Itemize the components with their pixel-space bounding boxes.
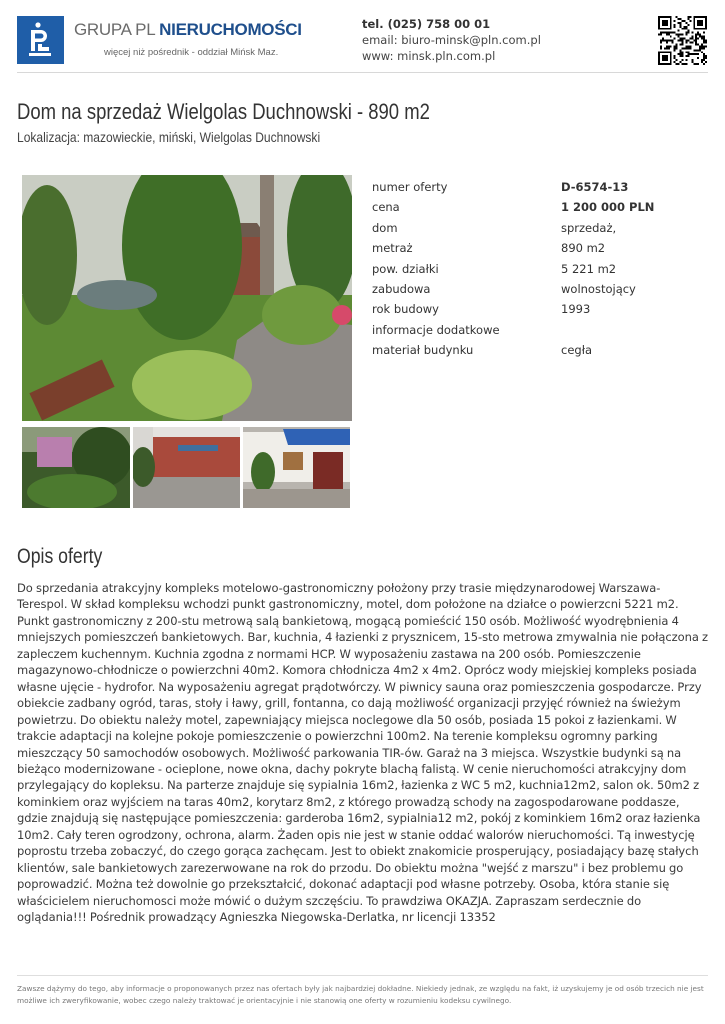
brand-prefix: GRUPA PL [74, 20, 160, 39]
property-details [372, 176, 712, 360]
property-label: zabudowa [372, 281, 431, 296]
thumbnail-photo[interactable] [22, 427, 130, 508]
property-row [372, 237, 712, 257]
property-row [372, 339, 712, 359]
property-label: informacje dodatkowe [372, 322, 500, 337]
footer-divider [17, 975, 708, 976]
property-value: wolnostojący [561, 281, 636, 296]
property-row [372, 217, 712, 237]
property-label: metraż [372, 241, 413, 256]
qr-code-icon [658, 16, 707, 65]
property-label: numer oferty [372, 180, 448, 194]
brand-tagline: więcej niż pośrednik - oddział Mińsk Maz. [104, 47, 279, 58]
property-label: dom [372, 220, 398, 235]
property-value: sprzedaż, [561, 220, 617, 235]
header-divider [17, 72, 708, 73]
contact-phone[interactable]: tel. (025) 758 00 01 [362, 17, 491, 31]
property-value: 5 221 m2 [561, 261, 617, 276]
property-value: cegła [561, 343, 593, 358]
property-label: cena [372, 200, 400, 215]
thumbnail-photo[interactable] [243, 427, 350, 508]
contact-email[interactable]: email: biuro-minsk@pln.com.pl [362, 33, 541, 47]
property-value: 1993 [561, 302, 591, 317]
listing-location: Lokalizacja: mazowieckie, miński, Wielgolas Duchnowski [17, 129, 321, 145]
property-row [372, 278, 712, 298]
property-row [372, 298, 712, 318]
description-text: Do sprzedania atrakcyjny kompleks motelowo-gastronomiczny położony przy trasie międzynarodowej Warszawa-Terespol. W skład kompleksu wchodzi punkt gastronomiczny, motel, dom położone na działce o powierzcni 5221 m2. Punkt gastronomiczny z 200-stu metrową salą bankietową, mogącą pomieścić 150 osób. Możliwość wyodrębnienia 4 mniejszych pomieszczeń bankietowych. Bar, kuchnia, 4 łazienki z prysznicem, 15-sto metrowa zmywalnia nie połączona z zapleczem kuchennym. Kuchnia zgodna z normami HCP. W wyposażeniu zastawa na 200 osób. Pomieszczenie magazynowo-chłodnicze o powierzchni 40m2. Komora chłodnicza 4m2 x 4m2. Oprócz wody miejskiej kompleks posiada własne ujęcie - hydrofor. Na wyposażeniu agregat prądotwórczy. W piwnicy sauna oraz pomieszczenia gospodarcze. Przy obiekcie zadbany ogród, taras, stoły i ławy, grill, fontanna, co dają możliwość organizacji przyjęć również na świeżym powietrzu. Do obiektu należy motel, zapewniający miejsca noclegowe dla 50 osób, posiada 15 pokoi z łazienkami. W trakcie adaptacji na kolejne pokoje pomieszczenie o powierzchni 100m2. Na terenie kompleksu ogromny parking mieszczący 50 samochodów osobowych. Możliwość parkowania TIR-ów. Garaż na 3 miejsca. Wszystkie budynki są na bieżąco modernizowane - ocieplone, nowe okna, dachy pokryte blachą falistą. W cenie nieruchomości atrakcyjny dom przylegający do kopleksu. Na parterze znajduje się sypialnia 16m2, łazienka z WC 5 m2, kuchnia12m2, salon ok. 50m2 z kominkiem oraz wyjściem na taras 40m2, korytarz 8m2, z którego prowadzą schody na zagospodarowane poddasze, gdzie znajdują się następujące pomieszczenia: garderoba 16m2, sypialnia12 m2, pokój z kominkiem 16m2 oraz łazienka 10m2. Cały teren ogrodzony, ochrona, alarm. Żaden opis nie jest w stanie oddać walorów nieruchomości. Tą inwestycję poprostu trzeba zobaczyć, do czego gorąca zachęcam. Jest to obiekt znakomicie prosperujący, posiadający bazę stałych klientów, sale bankietowych zarezerwowane na rok do przodu. Do obiektu można "wejść z marszu" i bez problemu go poprowadzić. Można też dowolnie go przekształcić, dokonać adaptacji pod własne potrzeby. Osoba, która stanie się właścicielem nieruchomosci może mówić o dużym szczęściu. To prawdziwa OKAZJA. Zapraszam serdecznie do oglądania!!! Pośrednik prowadzący Agnieszka Niegowska-Derlatka, nr licencji 13352 [17, 581, 709, 925]
main-photo[interactable] [22, 175, 352, 421]
brand-bold: NIERUCHOMOŚCI [159, 20, 302, 39]
property-row [372, 176, 712, 196]
property-row [372, 319, 712, 339]
property-value: 890 m2 [561, 241, 606, 256]
thumbnail-photo[interactable] [133, 427, 240, 508]
pl-logo-icon [17, 16, 64, 64]
property-label: materiał budynku [372, 343, 474, 358]
property-row [372, 196, 712, 216]
section-heading: Opis oferty [17, 545, 103, 568]
property-value: 1 200 000 PLN [561, 200, 655, 215]
property-value: D-6574-13 [561, 180, 629, 194]
page-title: Dom na sprzedaż Wielgolas Duchnowski - 890 m2 [17, 99, 430, 124]
contact-www[interactable]: www: minsk.pln.com.pl [362, 49, 496, 63]
disclaimer-text: Zawsze dążymy do tego, aby informacje o proponowanych przez nas ofertach były jak najbardziej dokładne. Niekiedy jednak, ze względu na fakt, iż uzyskujemy je od osób trzecich nie jest możliwe ich zweryfikowanie, wobec czego należy traktować je orientacyjnie i nie stanowią one oferty w rozumieniu kodeksu cywilnego. [17, 984, 704, 1005]
property-label: rok budowy [372, 302, 439, 317]
property-label: pow. działki [372, 261, 439, 276]
brand-name [74, 20, 302, 40]
contact-block [362, 16, 541, 64]
property-row [372, 258, 712, 278]
